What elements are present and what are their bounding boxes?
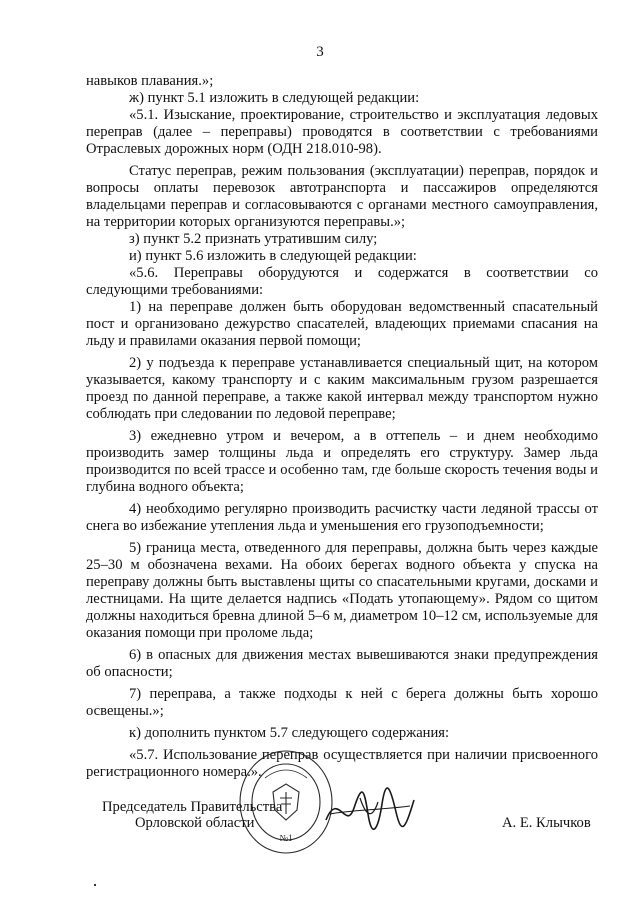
paragraph: з) пункт 5.2 признать утратившим силу; — [129, 231, 378, 247]
paragraph: навыков плавания.»; — [86, 73, 214, 89]
document-body — [86, 73, 598, 781]
paragraph: «5.6. Переправы оборудуются и содержатся в соответствии со следующими требованиями: — [86, 265, 598, 298]
signatory-title-line1: Председатель Правительства — [102, 799, 283, 815]
paragraph: 6) в опасных для движения местах вывешиваются знаки предупреждения об опасности; — [86, 647, 598, 680]
speck-mark — [94, 884, 96, 886]
paragraph: 2) у подъезда к переправе устанавливается специальный щит, на котором указывается, какому транспорту и с каким максимальным грузом разрешается проезд по данной переправе, а также какой интервал между транспортом нужно соблюдать при следовании по ледовой переправе; — [86, 355, 598, 422]
signatory-name: А. Е. Клычков — [502, 815, 591, 831]
paragraph: «5.7. Использование переправ осуществляется при наличии присвоенного регистрационного номера.». — [86, 747, 598, 780]
seal-number: №1 — [279, 833, 293, 843]
paragraph: Статус переправ, режим пользования (эксплуатации) переправ, порядок и вопросы оплаты перевозок автотранспорта и пассажиров определяются владельцами переправ и согласовываются с органами местного самоуправления, на территории которых организуются переправы.»; — [86, 163, 598, 230]
page-number: 3 — [316, 44, 324, 60]
signatory-title-line2: Орловской области — [135, 815, 255, 831]
paragraph: к) дополнить пунктом 5.7 следующего содержания: — [129, 725, 450, 741]
paragraph: ж) пункт 5.1 изложить в следующей редакции: — [129, 90, 420, 106]
paragraph: 3) ежедневно утром и вечером, а в оттепель – и днем необходимо производить замер толщины льда и определять его структуру. Замер льда производится по всей трассе и особенно там, где больше скорость течения воды и глубина водного объекта; — [86, 428, 598, 495]
paragraph: 4) необходимо регулярно производить расчистку части ледяной трассы от снега во избежание утепления льда и уменьшения его грузоподъемности; — [86, 501, 598, 534]
signature-block — [0, 799, 640, 859]
paragraph: 7) переправа, а также подходы к ней с берега должны быть хорошо освещены.»; — [86, 686, 598, 719]
paragraph: 1) на переправе должен быть оборудован ведомственный спасательный пост и организовано дежурство спасателей, владеющих приемами спасания на льду и правилами оказания первой помощи; — [86, 299, 598, 349]
paragraph: «5.1. Изыскание, проектирование, строительство и эксплуатация ледовых переправ (далее – переправы) проводятся в соответствии с требованиями Отраслевых дорожных норм (ОДН 218.010-98). — [86, 107, 598, 157]
paragraph: 5) граница места, отведенного для переправы, должна быть через каждые 25–30 м обозначена вехами. На обоих берегах водного объекта у спуска на переправу должны быть выставлены щиты со спасательными кругами, досками и лестницами. На щите делается надпись «Подать утопающему». Рядом со щитом должны находиться бревна длиной 5–6 м, диаметром 10–12 см, используемые для оказания помощи при проломе льда; — [86, 540, 598, 641]
paragraph: и) пункт 5.6 изложить в следующей редакции: — [129, 248, 417, 264]
